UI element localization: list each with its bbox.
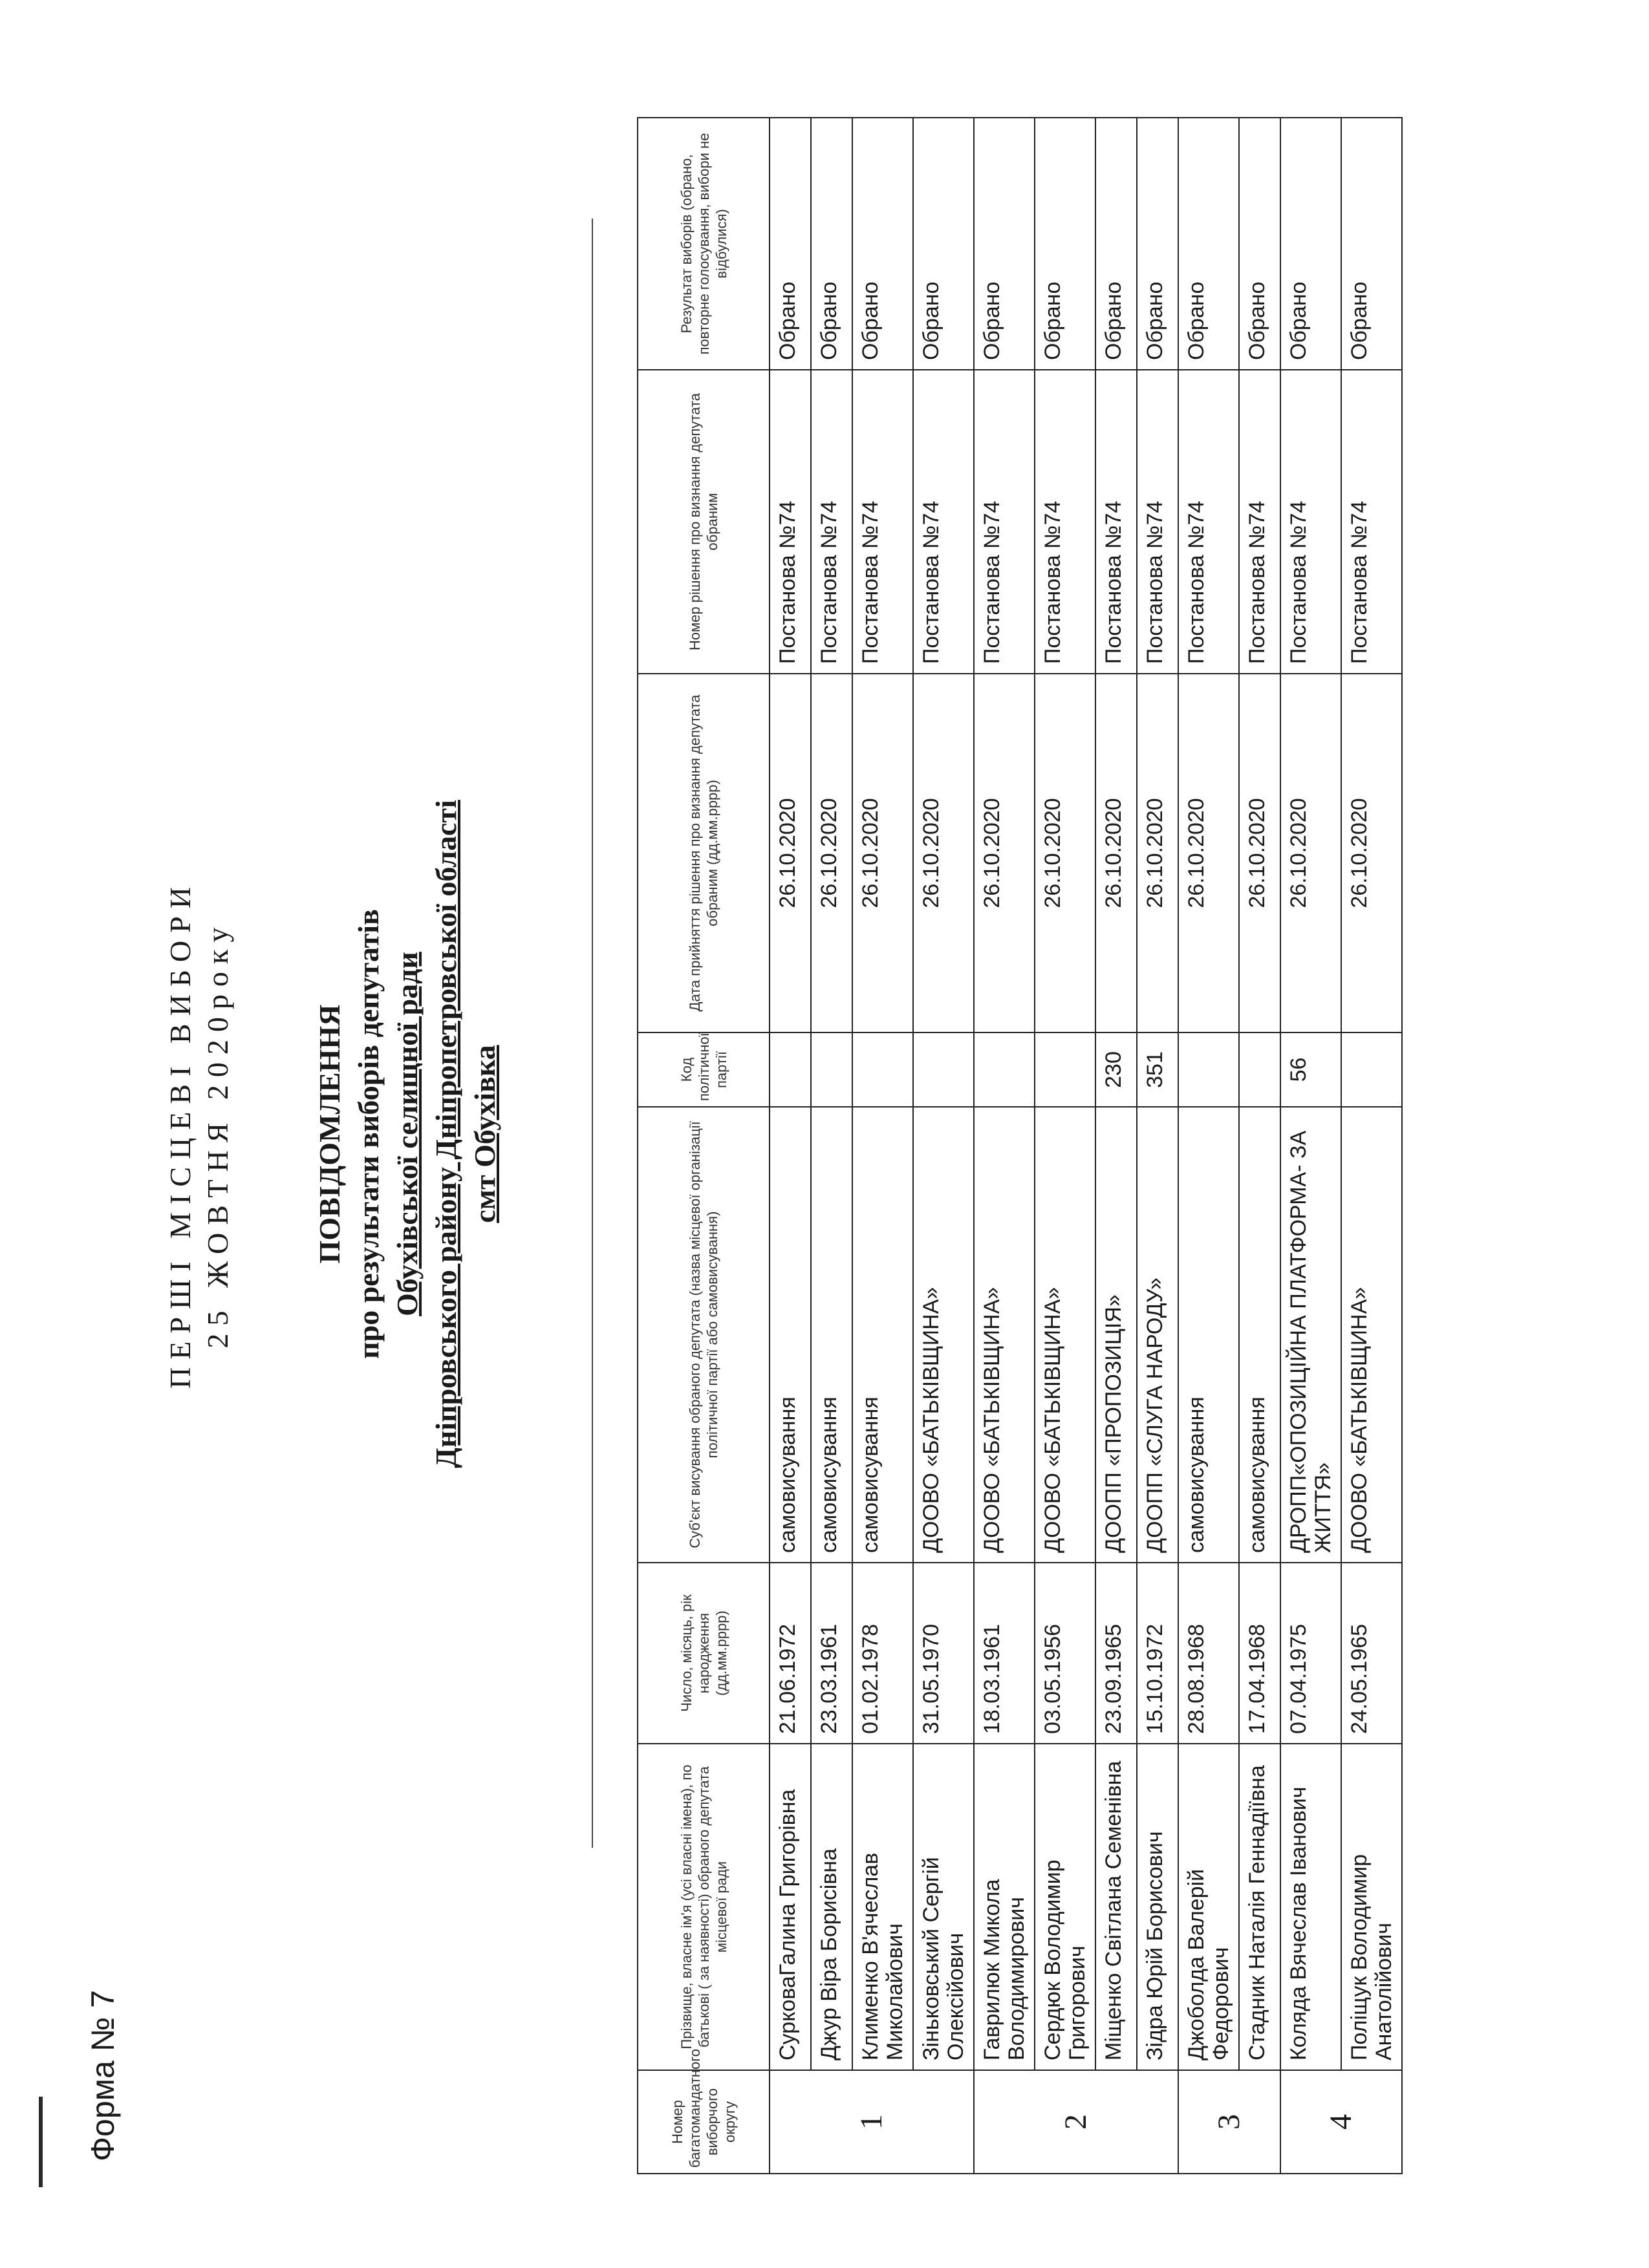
decision-number: Постанова №74: [770, 370, 811, 674]
deputy-name: Поліщук Володимир Анатолійович: [1341, 1744, 1402, 2070]
party-code: [913, 1032, 974, 1107]
party-code: [1239, 1032, 1280, 1107]
decision-date: 26.10.2020: [1178, 674, 1239, 1032]
margin-mark: [39, 2097, 43, 2187]
decision-date: 26.10.2020: [811, 674, 852, 1032]
notice-council: Обухівської селищної ради: [391, 952, 424, 1316]
elections-title-line2: 25 ЖОВТНЯ 2020року: [201, 919, 234, 1349]
deputy-nominator: самовисування: [811, 1107, 852, 1563]
deputy-nominator: ДООВО «БАТЬКІВЩИНА»: [913, 1107, 974, 1563]
decision-date: 26.10.2020: [1280, 674, 1341, 1032]
header-dob: Число, місяць, рік народження (дд.мм.рррр): [638, 1563, 770, 1744]
deputy-name: Стадник Наталія Геннадіївна: [1239, 1744, 1280, 2070]
deputy-nominator: самовисування: [770, 1107, 811, 1563]
table-header-row: [638, 118, 770, 2174]
notice-subtitle: про результати виборів депутатів: [352, 909, 385, 1359]
decision-number: Постанова №74: [1178, 370, 1239, 674]
deputy-nominator: ДООПП «ПРОПОЗИЦІЯ»: [1095, 1107, 1137, 1563]
party-code: [1178, 1032, 1239, 1107]
deputy-name: Сердюк Володимир Григорович: [1035, 1744, 1095, 2070]
deputy-dob: 23.09.1965: [1095, 1563, 1137, 1744]
deputy-name: Зідра Юрій Борисович: [1137, 1744, 1178, 2070]
table-row: [913, 118, 974, 2174]
election-result: Обрано: [1178, 118, 1239, 370]
divider: [592, 219, 593, 1848]
deputy-dob: 28.08.1968: [1178, 1563, 1239, 1744]
election-result: Обрано: [770, 118, 811, 370]
deputy-name: Джур Віра Борисівна: [811, 1744, 852, 2070]
deputy-dob: 03.05.1956: [1035, 1563, 1095, 1744]
election-result: Обрано: [852, 118, 913, 370]
table-row: [974, 118, 1035, 2174]
election-result: Обрано: [913, 118, 974, 370]
deputy-dob: 24.05.1965: [1341, 1563, 1402, 1744]
decision-date: 26.10.2020: [974, 674, 1035, 1032]
party-code: [811, 1032, 852, 1107]
decision-number: Постанова №74: [1239, 370, 1280, 674]
table-row: [811, 118, 852, 2174]
deputy-name: Коляда Вячеслав Іванович: [1280, 1744, 1341, 2070]
elections-heading: [162, 0, 237, 2268]
table-row: [1137, 118, 1178, 2174]
election-result: Обрано: [1095, 118, 1137, 370]
table-row: [852, 118, 913, 2174]
party-code: 56: [1280, 1032, 1341, 1107]
table-row: [1178, 118, 1239, 2174]
table-row: [1095, 118, 1137, 2174]
district-number: 3: [1178, 2070, 1280, 2174]
deputy-name: Клименко В'ячеслав Миколайович: [852, 1744, 913, 2070]
deputy-dob: 07.04.1975: [1280, 1563, 1341, 1744]
decision-number: Постанова №74: [913, 370, 974, 674]
decision-number: Постанова №74: [1035, 370, 1095, 674]
deputy-nominator: ДООПП «СЛУГА НАРОДУ»: [1137, 1107, 1178, 1563]
header-name: Прізвище, власне ім'я (усі власні імена), по батькові ( за наявності) обраного депутата місцевої ради: [638, 1744, 770, 2070]
deputy-nominator: ДООВО «БАТЬКІВЩИНА»: [1341, 1107, 1402, 1563]
notice-locality: смт Обухівка: [468, 1045, 501, 1223]
deputy-name: Джоболда Валерій Федорович: [1178, 1744, 1239, 2070]
elections-title-line1: ПЕРШІ МІСЦЕВІ ВИБОРИ: [164, 879, 197, 1389]
decision-date: 26.10.2020: [852, 674, 913, 1032]
election-result: Обрано: [1239, 118, 1280, 370]
district-number: 4: [1280, 2070, 1402, 2174]
party-code: [1341, 1032, 1402, 1107]
decision-number: Постанова №74: [1341, 370, 1402, 674]
decision-date: 26.10.2020: [1035, 674, 1095, 1032]
decision-date: 26.10.2020: [770, 674, 811, 1032]
party-code: [770, 1032, 811, 1107]
decision-date: 26.10.2020: [913, 674, 974, 1032]
election-result: Обрано: [1280, 118, 1341, 370]
header-nominator: Суб'єкт висування обраного депутата (назва місцевої організації політичної партії або самовисування): [638, 1107, 770, 1563]
table-row: [770, 118, 811, 2174]
deputy-dob: 21.06.1972: [770, 1563, 811, 1744]
results-table: [637, 117, 1403, 2174]
decision-number: Постанова №74: [1280, 370, 1341, 674]
table-row: [1341, 118, 1402, 2174]
decision-date: 26.10.2020: [1095, 674, 1137, 1032]
notice-region: Дніпровського району Дніпропетровської області: [429, 800, 462, 1468]
decision-number: Постанова №74: [811, 370, 852, 674]
party-code: 230: [1095, 1032, 1137, 1107]
deputy-dob: 17.04.1968: [1239, 1563, 1280, 1744]
table-row: [1239, 118, 1280, 2174]
election-result: Обрано: [1137, 118, 1178, 370]
deputy-dob: 15.10.1972: [1137, 1563, 1178, 1744]
deputy-nominator: самовисування: [852, 1107, 913, 1563]
decision-date: 26.10.2020: [1239, 674, 1280, 1032]
header-decision-date: Дата прийняття рішення про визнання депутата обраним (дд.мм.рррр): [638, 674, 770, 1032]
deputy-nominator: ДООВО «БАТЬКІВЩИНА»: [974, 1107, 1035, 1563]
decision-number: Постанова №74: [852, 370, 913, 674]
table-row: [1035, 118, 1095, 2174]
district-number: 1: [770, 2070, 974, 2174]
notice-title: ПОВІДОМЛЕННЯ: [313, 1004, 346, 1264]
deputy-nominator: самовисування: [1178, 1107, 1239, 1563]
decision-number: Постанова №74: [1095, 370, 1137, 674]
deputy-name: Гаврилюк Микола Володимирович: [974, 1744, 1035, 2070]
decision-date: 26.10.2020: [1137, 674, 1178, 1032]
header-decision-number: Номер рішення про визнання депутата обраним: [638, 370, 770, 674]
table-row: [1280, 118, 1341, 2174]
election-result: Обрано: [974, 118, 1035, 370]
deputy-nominator: самовисування: [1239, 1107, 1280, 1563]
deputy-nominator: ДООВО «БАТЬКІВЩИНА»: [1035, 1107, 1095, 1563]
decision-number: Постанова №74: [974, 370, 1035, 674]
header-result: Результат виборів (обрано, повторне голосування, вибори не відбулися): [638, 118, 770, 370]
election-result: Обрано: [1035, 118, 1095, 370]
party-code: [852, 1032, 913, 1107]
deputy-name: СурковаГалина Григорівна: [770, 1744, 811, 2070]
deputy-name: Зіньковський Сергій Олексійович: [913, 1744, 974, 2070]
deputy-dob: 23.03.1961: [811, 1563, 852, 1744]
party-code: 351: [1137, 1032, 1178, 1107]
header-district: Номер багатомандатного виборчого округу: [638, 2070, 770, 2174]
deputy-dob: 18.03.1961: [974, 1563, 1035, 1744]
district-number: 2: [974, 2070, 1178, 2174]
deputy-dob: 31.05.1970: [913, 1563, 974, 1744]
form-number: Форма № 7: [85, 1989, 121, 2161]
party-code: [1035, 1032, 1095, 1107]
notice-heading: [310, 0, 504, 2268]
deputy-nominator: ДРОПП«ОПОЗИЦІЙНА ПЛАТФОРМА- ЗА ЖИТТЯ»: [1280, 1107, 1341, 1563]
header-party-code: Код політичної партії: [638, 1032, 770, 1107]
deputy-dob: 01.02.1978: [852, 1563, 913, 1744]
deputy-name: Міщенко Світлана Семенівна: [1095, 1744, 1137, 2070]
decision-number: Постанова №74: [1137, 370, 1178, 674]
election-result: Обрано: [811, 118, 852, 370]
party-code: [974, 1032, 1035, 1107]
election-result: Обрано: [1341, 118, 1402, 370]
decision-date: 26.10.2020: [1341, 674, 1402, 1032]
